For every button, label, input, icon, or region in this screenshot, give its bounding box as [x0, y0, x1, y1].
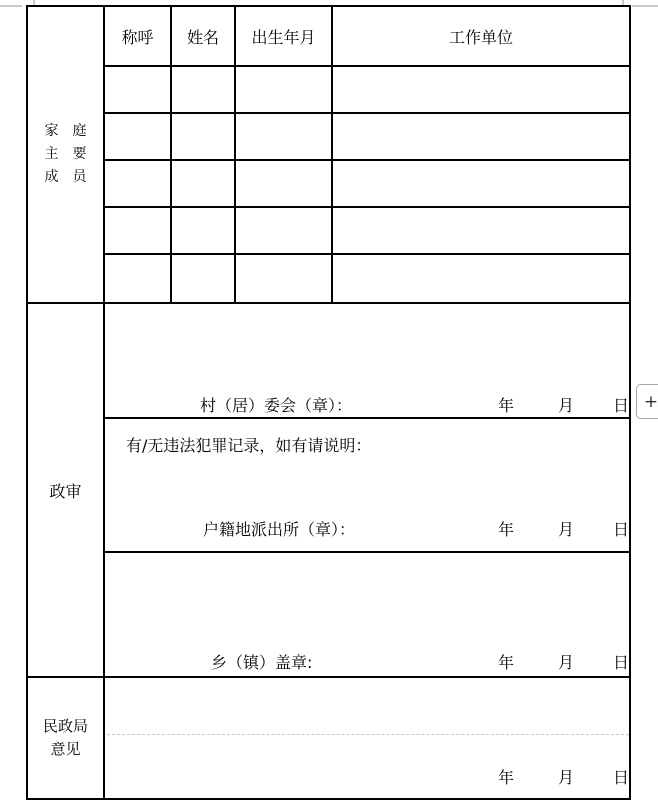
- workunit-cell-row1[interactable]: [333, 67, 629, 114]
- political-review-label: 政审: [28, 304, 105, 676]
- civil-label-line-2: 意见: [50, 740, 81, 758]
- plus-icon: +: [643, 391, 658, 412]
- birthdate-cell-row4[interactable]: [236, 208, 333, 255]
- day-label: 日: [613, 653, 630, 672]
- relation-cell-row4[interactable]: [105, 208, 172, 255]
- month-label: 月: [558, 653, 575, 672]
- name-cell-row2[interactable]: [172, 114, 236, 161]
- form-table: [26, 5, 631, 800]
- police-station-row[interactable]: [105, 419, 629, 553]
- relation-cell-row2[interactable]: [105, 114, 172, 161]
- civil-affairs-section: [28, 678, 629, 798]
- header-name: 姓名: [172, 7, 236, 67]
- header-birthdate: 出生年月: [236, 7, 333, 67]
- year-label: 年: [498, 396, 515, 415]
- family-members-label: [28, 7, 105, 302]
- political-review-rows: [105, 304, 629, 676]
- workunit-cell-row5[interactable]: [333, 255, 629, 302]
- name-cell-row5[interactable]: [172, 255, 236, 302]
- relation-cell-row5[interactable]: [105, 255, 172, 302]
- birthdate-cell-row3[interactable]: [236, 161, 333, 208]
- crop-mark-top-right-horizontal: [632, 5, 658, 7]
- township-row[interactable]: [105, 553, 629, 676]
- name-cell-row1[interactable]: [172, 67, 236, 114]
- family-members-section: [28, 7, 629, 304]
- family-label-line-3: 成 员: [44, 169, 87, 185]
- birthdate-cell-row2[interactable]: [236, 114, 333, 161]
- civil-date-line: [105, 765, 629, 785]
- page-break-dashed-line: [107, 734, 629, 735]
- criminal-record-note: 有/无违法犯罪记录，如有请说明：: [126, 436, 372, 455]
- month-label: 月: [558, 768, 575, 787]
- township-stamp-line: [105, 650, 629, 670]
- year-label: 年: [498, 653, 515, 672]
- year-label: 年: [498, 768, 515, 787]
- name-cell-row3[interactable]: [172, 161, 236, 208]
- day-label: 日: [613, 396, 630, 415]
- workunit-cell-row4[interactable]: [333, 208, 629, 255]
- day-label: 日: [613, 520, 630, 539]
- family-label-line-1: 家 庭: [44, 123, 87, 139]
- crop-mark-top-left-horizontal: [0, 5, 22, 7]
- header-workunit: 工作单位: [333, 7, 629, 67]
- relation-cell-row3[interactable]: [105, 161, 172, 208]
- month-label: 月: [558, 520, 575, 539]
- add-row-button[interactable]: [636, 384, 658, 419]
- civil-affairs-label: [28, 678, 105, 798]
- workunit-cell-row3[interactable]: [333, 161, 629, 208]
- workunit-cell-row2[interactable]: [333, 114, 629, 161]
- name-cell-row4[interactable]: [172, 208, 236, 255]
- village-stamp-line: [105, 393, 629, 413]
- police-stamp-label: 户籍地派出所（章）：: [203, 520, 356, 539]
- political-review-section: [28, 304, 629, 678]
- civil-affairs-content[interactable]: [105, 678, 629, 798]
- village-committee-row[interactable]: [105, 304, 629, 419]
- family-label-line-2: 主 要: [44, 146, 87, 162]
- family-members-grid: [105, 7, 629, 302]
- birthdate-cell-row5[interactable]: [236, 255, 333, 302]
- township-stamp-label: 乡（镇）盖章:: [211, 653, 313, 672]
- civil-label-line-1: 民政局: [42, 717, 88, 735]
- birthdate-cell-row1[interactable]: [236, 67, 333, 114]
- month-label: 月: [558, 396, 575, 415]
- year-label: 年: [498, 520, 515, 539]
- village-stamp-label: 村（居）委会（章）：: [200, 396, 353, 415]
- relation-cell-row1[interactable]: [105, 67, 172, 114]
- police-stamp-line: [105, 517, 629, 537]
- day-label: 日: [613, 768, 630, 787]
- header-relation: 称呼: [105, 7, 172, 67]
